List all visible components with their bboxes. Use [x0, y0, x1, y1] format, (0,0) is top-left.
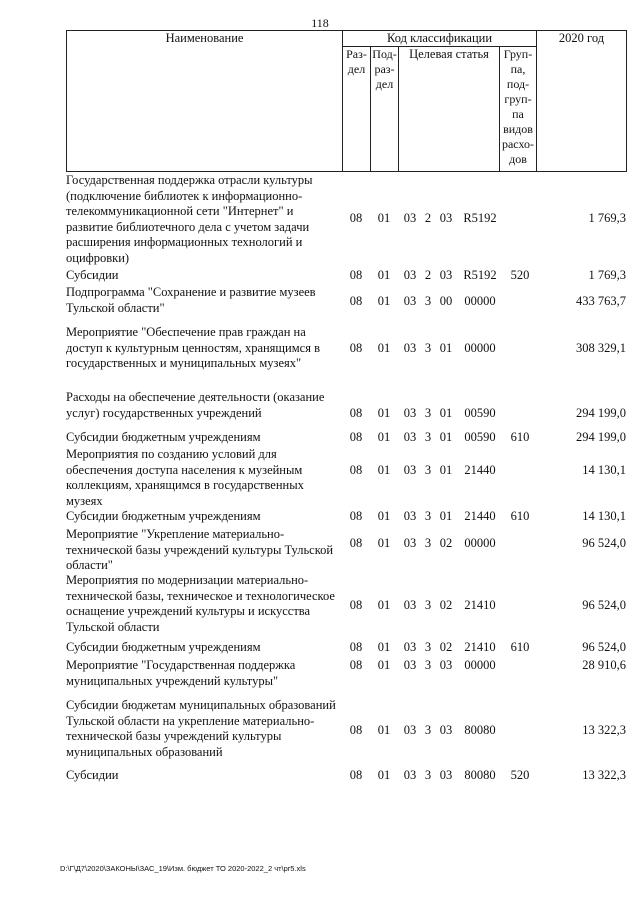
row-name: Субсидии: [66, 268, 119, 282]
row-code-cs2: 3: [424, 463, 432, 477]
row-amount: 13 322,3: [582, 723, 626, 737]
row-code-pr: 01: [377, 463, 391, 477]
row-code-pr: 01: [377, 341, 391, 355]
row-code-rz: 08: [349, 640, 363, 654]
row-code-cs4: 21440: [464, 463, 496, 477]
row-name: Мероприятия по модернизации материально-технической базы, техническое и технологическое оснащение учреждений культуры и искусства Тульской области: [66, 573, 335, 634]
row-code-cs1: 03: [403, 294, 417, 308]
row-name: Мероприятие "Обеспечение прав граждан на доступ к культурным ценностям, хранящимся в государственных и муниципальных музеях": [66, 325, 320, 370]
row-name: Государственная поддержка отрасли культуры (подключение библиотек к информационно-телекоммуникационной сети "Интернет" и развитие библиотечного дела с учетом задачи расширения информационных технологий и оцифровки): [66, 173, 313, 265]
row-code-pr: 01: [377, 768, 391, 782]
row-code-cs3: 03: [439, 211, 453, 225]
row-code-vr: 610: [510, 640, 530, 654]
row-name: Субсидии бюджетным учреждениям: [66, 509, 261, 523]
row-amount: 14 130,1: [582, 509, 626, 523]
row-code-pr: 01: [377, 268, 391, 282]
row-code-cs1: 03: [403, 268, 417, 282]
row-code-rz: 08: [349, 723, 363, 737]
row-code-cs4: R5192: [463, 268, 497, 282]
row-name: Мероприятие "Укрепление материально-технической базы учреждений культуры Тульской области": [66, 527, 334, 572]
row-code-cs3: 02: [439, 598, 453, 612]
row-code-cs1: 03: [403, 341, 417, 355]
row-code-rz: 08: [349, 341, 363, 355]
row-code-rz: 08: [349, 268, 363, 282]
header-section: Раз- дел: [343, 47, 371, 172]
row-code-cs1: 03: [403, 536, 417, 550]
row-code-cs2: 3: [424, 294, 432, 308]
row-amount: 96 524,0: [582, 536, 626, 550]
row-code-cs3: 01: [439, 430, 453, 444]
header-subsection: Под- раз- дел: [371, 47, 399, 172]
row-code-cs1: 03: [403, 640, 417, 654]
row-code-cs1: 03: [403, 211, 417, 225]
header-target: Целевая статья: [399, 47, 500, 172]
row-code-cs2: 3: [424, 536, 432, 550]
row-code-cs4: 80080: [464, 723, 496, 737]
row-code-pr: 01: [377, 598, 391, 612]
row-name: Субсидии: [66, 768, 119, 782]
row-code-pr: 01: [377, 294, 391, 308]
row-amount: 13 322,3: [582, 768, 626, 782]
row-amount: 308 329,1: [576, 341, 626, 355]
row-code-vr: 610: [510, 509, 530, 523]
row-code-cs2: 2: [424, 268, 432, 282]
header-year: 2020 год: [537, 31, 627, 172]
row-code-cs4: 80080: [464, 768, 496, 782]
row-code-pr: 01: [377, 658, 391, 672]
row-code-cs2: 3: [424, 768, 432, 782]
row-name: Расходы на обеспечение деятельности (оказание услуг) государственных учреждений: [66, 390, 325, 420]
row-amount: 96 524,0: [582, 598, 626, 612]
row-code-cs3: 03: [439, 768, 453, 782]
row-name: Подпрограмма "Сохранение и развитие музеев Тульской области": [66, 285, 316, 315]
row-code-pr: 01: [377, 640, 391, 654]
row-code-cs1: 03: [403, 658, 417, 672]
row-code-pr: 01: [377, 211, 391, 225]
row-code-cs4: R5192: [463, 211, 497, 225]
row-code-cs3: 01: [439, 509, 453, 523]
page-number: 118: [311, 16, 329, 30]
row-code-rz: 08: [349, 406, 363, 420]
row-code-cs4: 00590: [464, 406, 496, 420]
row-code-cs3: 00: [439, 294, 453, 308]
row-amount: 96 524,0: [582, 640, 626, 654]
row-code-cs2: 3: [424, 509, 432, 523]
row-code-vr: 520: [510, 768, 530, 782]
row-code-cs2: 2: [424, 211, 432, 225]
row-code-pr: 01: [377, 430, 391, 444]
row-amount: 294 199,0: [576, 430, 626, 444]
row-code-cs3: 02: [439, 640, 453, 654]
row-code-pr: 01: [377, 509, 391, 523]
row-code-rz: 08: [349, 536, 363, 550]
row-code-cs1: 03: [403, 406, 417, 420]
table-header: [66, 30, 627, 172]
row-code-cs3: 03: [439, 268, 453, 282]
row-code-cs4: 21440: [464, 509, 496, 523]
row-code-rz: 08: [349, 430, 363, 444]
row-code-rz: 08: [349, 598, 363, 612]
row-code-cs2: 3: [424, 723, 432, 737]
row-code-cs1: 03: [403, 509, 417, 523]
row-code-cs3: 01: [439, 341, 453, 355]
row-amount: 1 769,3: [588, 211, 626, 225]
row-code-cs2: 3: [424, 598, 432, 612]
row-code-cs4: 00000: [464, 341, 496, 355]
row-amount: 28 910,6: [582, 658, 626, 672]
row-amount: 294 199,0: [576, 406, 626, 420]
row-code-cs1: 03: [403, 598, 417, 612]
row-code-cs2: 3: [424, 341, 432, 355]
header-group: Груп- па, под- груп- па видов расхо- дов: [500, 47, 537, 172]
row-code-pr: 01: [377, 406, 391, 420]
row-code-rz: 08: [349, 768, 363, 782]
row-code-cs4: 00000: [464, 294, 496, 308]
row-code-cs2: 3: [424, 658, 432, 672]
row-code-rz: 08: [349, 463, 363, 477]
row-code-cs3: 01: [439, 406, 453, 420]
row-code-cs2: 3: [424, 406, 432, 420]
row-code-cs2: 3: [424, 430, 432, 444]
row-code-cs3: 01: [439, 463, 453, 477]
row-code-pr: 01: [377, 723, 391, 737]
row-code-vr: 520: [510, 268, 530, 282]
row-code-cs4: 00000: [464, 658, 496, 672]
footer-file-path: D:\Г\Д7\2020\ЗАКОНЫ\ЗАС_19\Изм. бюджет ТО 2020-2022_2 чт\pr5.xls: [60, 864, 306, 873]
row-name: Субсидии бюджетам муниципальных образований Тульской области на укрепление материально-технической базы учреждений культуры муниципальных образований: [66, 698, 336, 759]
row-code-cs1: 03: [403, 463, 417, 477]
row-code-vr: 610: [510, 430, 530, 444]
row-code-cs4: 21410: [464, 640, 496, 654]
row-name: Мероприятие "Государственная поддержка муниципальных учреждений культуры": [66, 658, 296, 688]
row-code-cs4: 00000: [464, 536, 496, 550]
row-code-cs1: 03: [403, 723, 417, 737]
row-code-rz: 08: [349, 658, 363, 672]
row-code-rz: 08: [349, 211, 363, 225]
row-code-cs3: 03: [439, 723, 453, 737]
row-code-cs1: 03: [403, 430, 417, 444]
row-code-cs1: 03: [403, 768, 417, 782]
header-classification: Код классификации: [343, 31, 537, 47]
row-amount: 14 130,1: [582, 463, 626, 477]
row-code-rz: 08: [349, 509, 363, 523]
row-amount: 1 769,3: [588, 268, 626, 282]
row-name: Субсидии бюджетным учреждениям: [66, 640, 261, 654]
row-code-cs2: 3: [424, 640, 432, 654]
row-code-cs4: 21410: [464, 598, 496, 612]
row-name: Субсидии бюджетным учреждениям: [66, 430, 261, 444]
row-code-rz: 08: [349, 294, 363, 308]
header-name: Наименование: [67, 31, 343, 172]
row-amount: 433 763,7: [576, 294, 626, 308]
row-code-cs4: 00590: [464, 430, 496, 444]
row-name: Мероприятия по созданию условий для обеспечения доступа населения к музейным коллекциям, хранящимся в государственных музеях: [66, 447, 304, 508]
row-code-cs3: 03: [439, 658, 453, 672]
row-code-cs3: 02: [439, 536, 453, 550]
row-code-pr: 01: [377, 536, 391, 550]
